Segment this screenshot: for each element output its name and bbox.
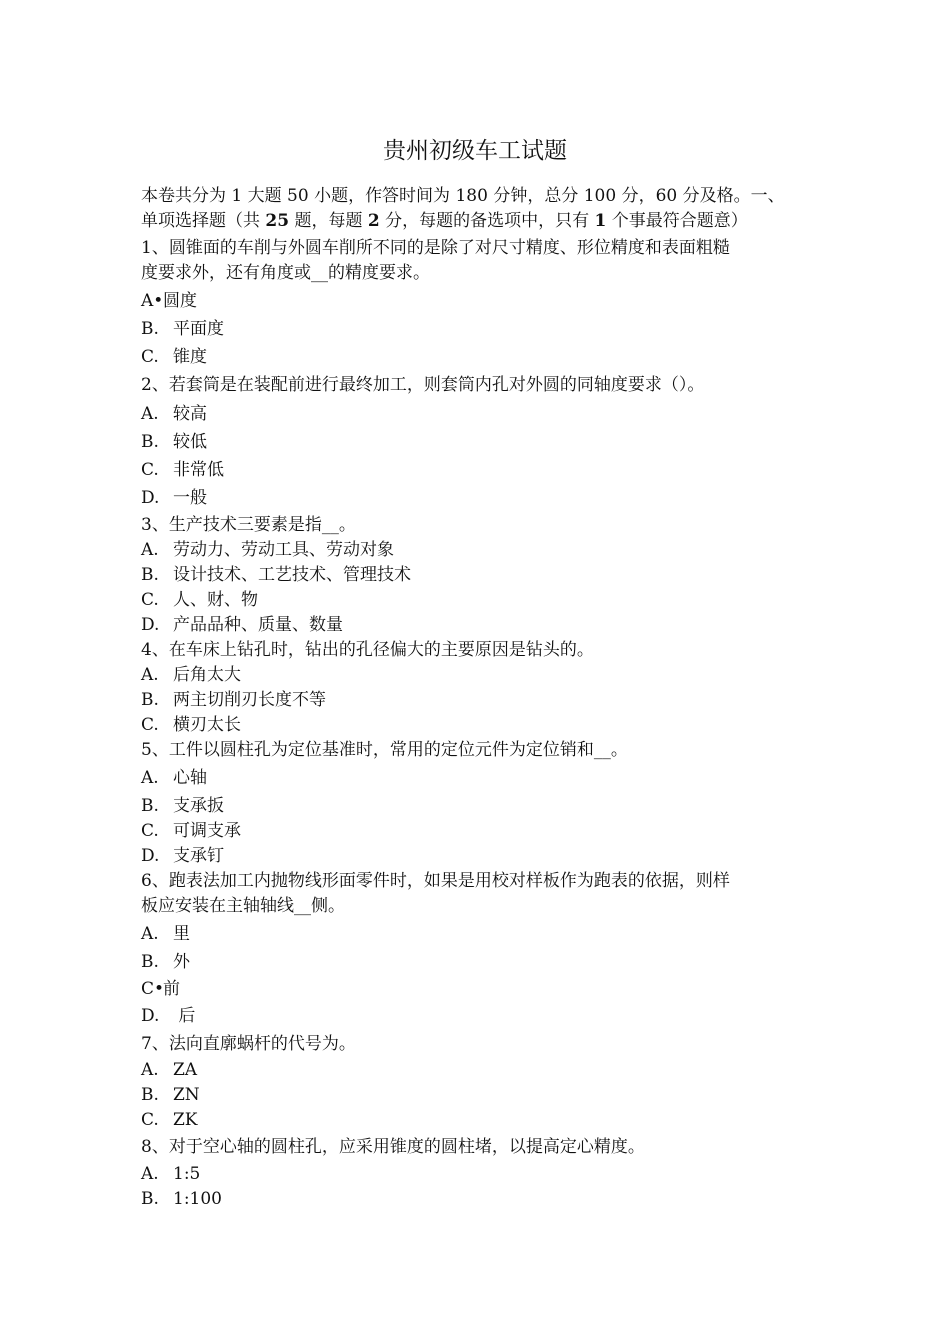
option-row: B. 1:100	[141, 1189, 222, 1209]
option-row: A. 心轴	[141, 768, 207, 788]
question-1-stem: 度要求外，还有角度或__的精度要求。	[141, 263, 430, 283]
option-row: B. 支承扳	[141, 796, 224, 816]
option-row: C. 非常低	[141, 460, 224, 480]
question-6-stem: 板应安装在主轴轴线__侧。	[141, 896, 345, 916]
option-row: D. 后	[141, 1006, 196, 1026]
option-row: C. 人、财、物	[141, 590, 258, 610]
option-row: C. 可调支承	[141, 821, 241, 841]
question-6-stem: 6、跑表法加工内抛物线形面零件时，如果是用校对样板作为跑表的依据，则样	[141, 871, 730, 891]
question-2-stem: 2、若套筒是在装配前进行最终加工，则套筒内孔对外圆的同轴度要求（）。	[141, 375, 705, 395]
option-row: D. 产品品种、质量、数量	[141, 615, 343, 635]
option-row: A. 劳动力、劳动工具、劳动对象	[141, 540, 394, 560]
option-row: B. 两主切削刃长度不等	[141, 690, 326, 710]
option-row: D. 一般	[141, 488, 207, 508]
option-row: C. ZK	[141, 1110, 198, 1130]
option-row: C•前	[141, 979, 180, 999]
option-row: B. 外	[141, 952, 190, 972]
option-row: B. 较低	[141, 432, 207, 452]
option-row: A. 较高	[141, 404, 207, 424]
intro-line: 本卷共分为 1 大题 50 小题，作答时间为 180 分钟，总分 100 分，60 分及格。一、	[141, 186, 785, 206]
document-title: 贵州初级车工试题	[383, 138, 567, 164]
option-row: C. 锥度	[141, 347, 207, 367]
option-row: B. ZN	[141, 1085, 200, 1105]
question-4-stem: 4、在车床上钻孔时，钻出的孔径偏大的主要原因是钻头的。	[141, 640, 594, 660]
option-row: A. 1:5	[141, 1164, 201, 1184]
intro-line: 单项选择题（共 25 题，每题 2 分，每题的备选项中，只有 1 个事最符合题意）	[141, 211, 748, 231]
question-8-stem: 8、对于空心轴的圆柱孔，应采用锥度的圆柱堵，以提高定心精度。	[141, 1137, 645, 1157]
option-row: A. ZA	[141, 1060, 198, 1080]
option-row: B. 设计技术、工艺技术、管理技术	[141, 565, 411, 585]
option-row: A. 后角太大	[141, 665, 241, 685]
question-5-stem: 5、工件以圆柱孔为定位基准时，常用的定位元件为定位销和__。	[141, 740, 628, 760]
option-row: A. 里	[141, 924, 190, 944]
option-row: C. 横刃太长	[141, 715, 241, 735]
option-row: D. 支承钉	[141, 846, 224, 866]
question-1-stem: 1、圆锥面的车削与外圆车削所不同的是除了对尺寸精度、形位精度和表面粗糙	[141, 238, 730, 258]
question-3-stem: 3、生产技术三要素是指__。	[141, 515, 356, 535]
option-row: A•圆度	[141, 291, 197, 311]
option-row: B. 平面度	[141, 319, 224, 339]
question-7-stem: 7、法向直廓蜗杆的代号为。	[141, 1034, 356, 1054]
